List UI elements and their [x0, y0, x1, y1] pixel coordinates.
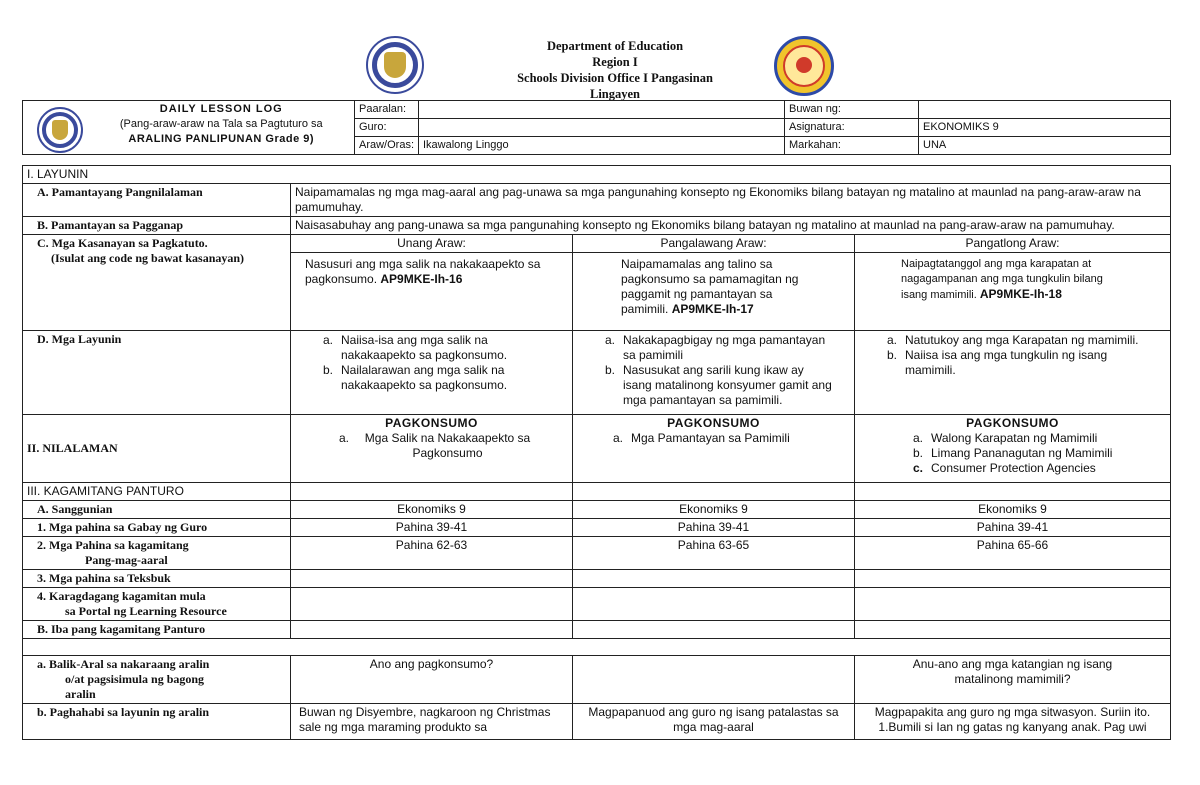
buwan-value	[919, 101, 1171, 119]
balik-aral-day-2	[573, 656, 855, 704]
mga-layunin-label: D. Mga Layunin	[23, 331, 291, 415]
gabay-guro-day-3: Pahina 39-41	[855, 519, 1171, 537]
content-item: b. Limang Pananagutan ng Mamimili	[912, 446, 1113, 460]
objective-item: b. Nasusukat ang sarili kung ikaw ay isang matalinong konsyumer gamit ang mga pamantayan sa pamimili.	[604, 363, 832, 407]
sanggunian-label: A. Sanggunian	[23, 501, 291, 519]
araw-label: Araw/Oras:	[355, 137, 419, 155]
asignatura-label: Asignatura:	[785, 119, 919, 137]
objective-item: a. Nakakapagbigay ng mga pamantayan sa pamimili	[604, 333, 826, 362]
topic-title: PAGKONSUMO	[385, 416, 478, 430]
dll-info-table	[22, 100, 1171, 155]
kagamitang-mag-aaral-label: 2. Mga Pahina sa kagamitang Pang-mag-aaral	[23, 537, 291, 570]
day-header-2: Pangalawang Araw:	[573, 235, 855, 253]
dept-name: Department of Education	[546, 39, 684, 53]
kasanayan-label-line2: (Isulat ang code ng bawat kasanayan)	[51, 251, 245, 265]
balik-aral-day-1: Ano ang pagkonsumo?	[291, 656, 573, 704]
objectives-day-2	[573, 331, 855, 415]
skill-code-2: AP9MKE-Ih-17	[671, 302, 754, 316]
objective-item: a. Naiisa-isa ang mga salik na nakakaapekto sa pagkonsumo.	[322, 333, 508, 362]
skill-text-2: Naipamamalas ang talino sa pagkonsumo sa pamamagitan ng paggamit ng pamantayan sa pamimili.	[621, 257, 799, 316]
mag-aaral-day-1: Pahina 62-63	[291, 537, 573, 570]
page-header	[0, 0, 1200, 100]
dll-title: DAILY LESSON LOG	[159, 103, 283, 115]
dll-subtitle: (Pang-araw-araw na Tala sa Pagtuturo sa	[119, 118, 323, 130]
pamantayang-pangnilalaman-label: A. Pamantayang Pangnilalaman	[23, 184, 291, 217]
paaralan-value	[419, 101, 785, 119]
layunin-heading: I. LAYUNIN	[23, 166, 1171, 184]
objectives-day-1	[291, 331, 573, 415]
kasanayan-label-line1: C. Mga Kasanayan sa Pagkatuto.	[37, 236, 208, 250]
balik-aral-day-3: Anu-ano ang mga katangian ng isang matalinong mamimili?	[855, 656, 1171, 704]
paaralan-label: Paaralan:	[355, 101, 419, 119]
markahan-label: Markahan:	[785, 137, 919, 155]
region-name: Region I	[592, 55, 638, 69]
pangasinan-seal-icon	[774, 36, 834, 96]
paghahabi-day-2: Magpapanuod ang guro ng isang patalastas sa mga mag-aaral	[573, 704, 855, 740]
skill-day-1	[291, 253, 573, 331]
blank-divider-row	[23, 639, 1171, 656]
nilalaman-day-3	[855, 415, 1171, 483]
skill-code-1: AP9MKE-Ih-16	[380, 272, 463, 286]
content-item: c. Consumer Protection Agencies	[912, 461, 1096, 475]
content-item: a. Mga Pamantayan sa Pamimili	[612, 431, 790, 445]
deped-seal-icon	[366, 36, 424, 94]
nilalaman-day-1	[291, 415, 573, 483]
day-header-3: Pangatlong Araw:	[855, 235, 1171, 253]
guro-label: Guro:	[355, 119, 419, 137]
day-header-1: Unang Araw:	[291, 235, 573, 253]
sanggunian-day-2: Ekonomiks 9	[573, 501, 855, 519]
nilalaman-day-2	[573, 415, 855, 483]
header-text	[450, 38, 780, 102]
paghahabi-day-3: Magpapakita ang guro ng mga sitwasyon. Suriin ito. 1.Bumili si Ian ng gatas ng kanyang anak. Pag uwi	[855, 704, 1171, 740]
skill-text-3: Naipagtatanggol ang mga karapatan at nagagampanan ang mga tungkulin bilang isang mamimili.	[901, 258, 1103, 301]
araw-value: Ikawalong Linggo	[419, 137, 785, 155]
objectives-day-3	[855, 331, 1171, 415]
dll-logo-cell	[23, 101, 89, 155]
content-item: a. Mga Salik na Nakakaapekto sa Pagkonsumo	[338, 431, 531, 460]
deped-small-seal-icon	[37, 107, 83, 153]
nilalaman-label: II. NILALAMAN	[23, 415, 291, 483]
asignatura-value: EKONOMIKS 9	[919, 119, 1171, 137]
pamantayan-pagganap-label: B. Pamantayan sa Pagganap	[23, 217, 291, 235]
buwan-label: Buwan ng:	[785, 101, 919, 119]
sanggunian-day-1: Ekonomiks 9	[291, 501, 573, 519]
city-name: Lingayen	[589, 87, 640, 101]
objective-item: b. Naiisa isa ang mga tungkulin ng isang mamimili.	[886, 348, 1108, 377]
lesson-plan-table	[22, 165, 1171, 740]
portal-label: 4. Karagdagang kagamitan mula sa Portal ng Learning Resource	[23, 588, 291, 621]
kagamitan-heading: III. KAGAMITANG PANTURO	[23, 483, 291, 501]
pamantayang-pangnilalaman-value: Naipamamalas ng mga mag-aaral ang pag-unawa sa mga pangunahing konsepto ng Ekonomiks bilang batayan ng matalino at maunlad na pang-araw-araw na pamumuhay.	[291, 184, 1171, 217]
skill-day-3	[855, 253, 1171, 331]
iba-pang-kagamitan-label: B. Iba pang kagamitang Panturo	[23, 621, 291, 639]
paghahabi-label: b. Paghahabi sa layunin ng aralin	[23, 704, 291, 740]
mag-aaral-day-3: Pahina 65-66	[855, 537, 1171, 570]
pamantayan-pagganap-value: Naisasabuhay ang pang-unawa sa mga pangunahing konsepto ng Ekonomiks bilang batayan ng matalino at maunlad na pang-araw-araw na pamumuhay.	[291, 217, 1171, 235]
balik-aral-label: a. Balik-Aral sa nakaraang aralin o/at pagsisimula ng bagong aralin	[23, 656, 291, 704]
sanggunian-day-3: Ekonomiks 9	[855, 501, 1171, 519]
markahan-value: UNA	[919, 137, 1171, 155]
kasanayan-label	[23, 235, 291, 331]
gabay-guro-day-1: Pahina 39-41	[291, 519, 573, 537]
objective-item: a. Natutukoy ang mga Karapatan ng mamimili.	[886, 333, 1139, 347]
gabay-guro-day-2: Pahina 39-41	[573, 519, 855, 537]
skill-text-1: Nasusuri ang mga salik na nakakaapekto sa pagkonsumo.	[305, 257, 541, 286]
dll-subject-grade: ARALING PANLIPUNAN Grade 9)	[128, 133, 315, 145]
division-name: Schools Division Office I Pangasinan	[517, 71, 713, 85]
topic-title: PAGKONSUMO	[966, 416, 1059, 430]
content-item: a. Walong Karapatan ng Mamimili	[912, 431, 1098, 445]
skill-code-3: AP9MKE-Ih-18	[979, 287, 1062, 301]
paghahabi-day-1: Buwan ng Disyembre, nagkaroon ng Christmas sale ng mga maraming produkto sa	[291, 704, 573, 740]
dll-title-cell	[89, 101, 355, 155]
teksbuk-label: 3. Mga pahina sa Teksbuk	[23, 570, 291, 588]
topic-title: PAGKONSUMO	[667, 416, 760, 430]
gabay-guro-label: 1. Mga pahina sa Gabay ng Guro	[23, 519, 291, 537]
mag-aaral-day-2: Pahina 63-65	[573, 537, 855, 570]
objective-item: b. Nailalarawan ang mga salik na nakakaapekto sa pagkonsumo.	[322, 363, 508, 392]
guro-value	[419, 119, 785, 137]
skill-day-2	[573, 253, 855, 331]
